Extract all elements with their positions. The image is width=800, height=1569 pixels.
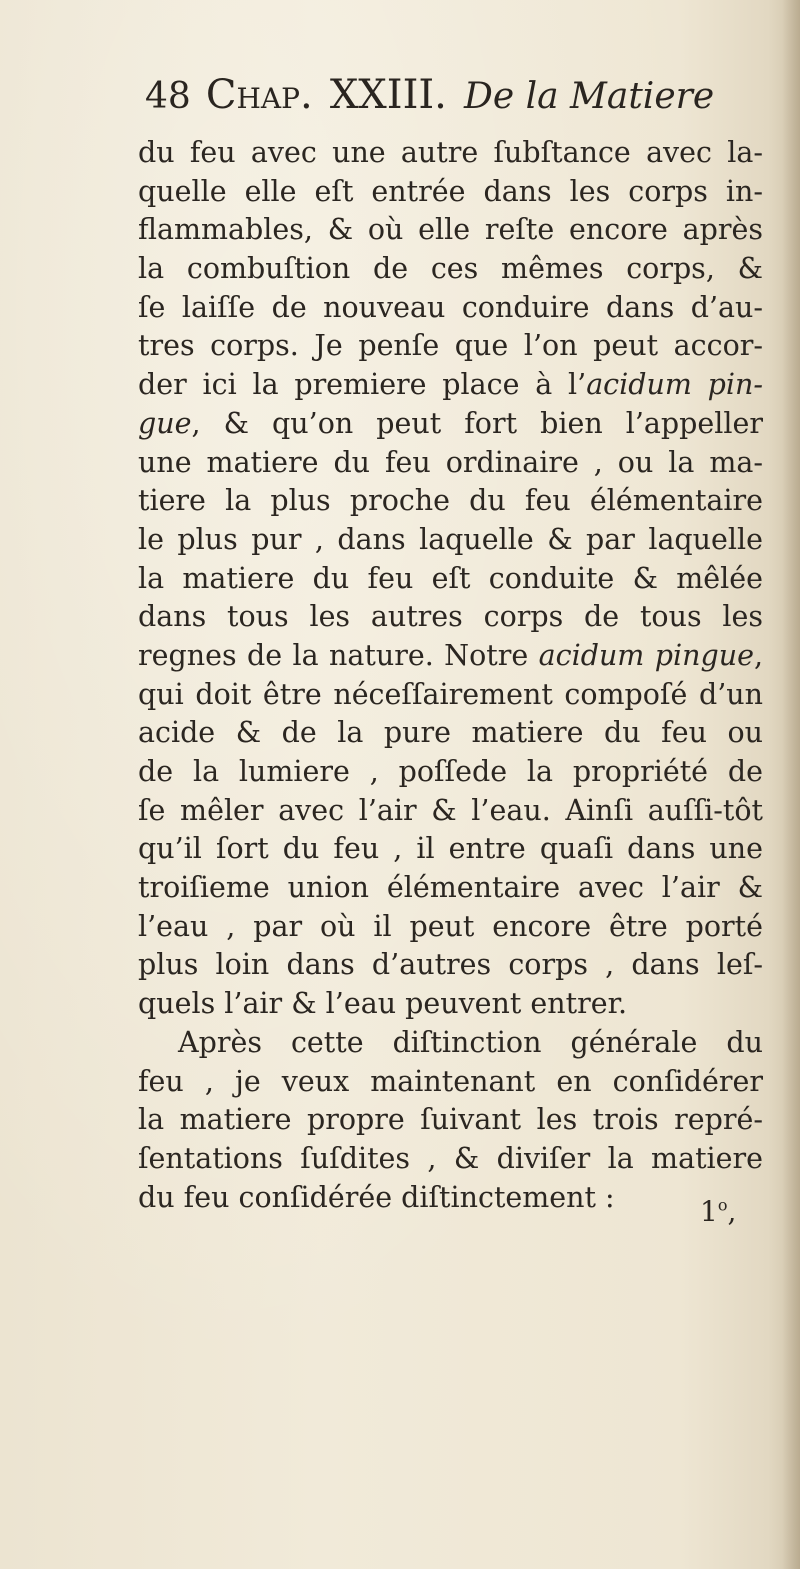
text-run: qui doit être néceſſairement compoſé d’un <box>138 677 763 711</box>
text-run: l’eau , par où il peut encore être porté <box>138 909 763 943</box>
text-line <box>138 792 763 831</box>
text-line <box>138 521 763 560</box>
text-run: du feu conſidérée diſtinctement : <box>138 1180 615 1214</box>
text-line <box>138 405 763 444</box>
italic-run: acidum pin- <box>586 368 763 402</box>
text-run: flammables, & où elle reſte encore après <box>138 213 763 247</box>
text-line <box>138 830 763 869</box>
text-run: tiere la plus proche du feu élémentaire <box>138 484 763 518</box>
text-line <box>138 366 763 405</box>
text-run: une matiere du feu ordinaire , ou la ma- <box>138 445 763 479</box>
text-run: qu’il ſort du feu , il entre quaſi dans une <box>138 832 763 866</box>
text-run: feu , je veux maintenant en conſidérer <box>138 1064 763 1098</box>
page-number: 48 <box>145 76 191 117</box>
text-run: , <box>753 638 763 672</box>
italic-run: gue <box>138 406 192 440</box>
page-edge-shadow <box>782 0 800 1569</box>
italic-run: acidum pingue <box>538 638 754 672</box>
text-run: du feu avec une autre ſubſtance avec la- <box>138 136 763 169</box>
catchword-punct: , <box>727 1195 737 1228</box>
text-line <box>138 714 763 753</box>
text-run: la matiere propre ſuivant les trois repré- <box>138 1103 763 1137</box>
catchword-number: 1 <box>700 1195 718 1228</box>
text-line <box>138 327 763 366</box>
catchword <box>700 1195 736 1228</box>
text-run: ſe laiſſe de nouveau conduire dans d’au- <box>138 290 763 324</box>
text-run: quelle elle eſt entrée dans les corps in- <box>138 174 763 208</box>
text-run: plus loin dans d’autres corps , dans leſ- <box>138 948 763 982</box>
chapter-number: XXIII. <box>329 72 447 118</box>
text-run: de la lumiere , poſſede la propriété de <box>138 755 763 788</box>
text-run: der ici la premiere place à l’ <box>138 368 587 402</box>
text-line <box>138 134 763 173</box>
text-line <box>138 1140 763 1179</box>
text-run: acide & de la pure matiere du feu ou <box>138 716 763 750</box>
text-line <box>138 211 763 250</box>
text-line <box>138 753 763 792</box>
text-line <box>138 676 763 715</box>
text-run: la matiere du feu eſt conduite & mêlée <box>138 561 763 595</box>
text-line <box>138 482 763 521</box>
text-line <box>138 173 763 212</box>
text-run: tres corps. Je penſe que l’on peut accor- <box>138 329 763 363</box>
text-run: la combuſtion de ces mêmes corps, & <box>138 252 763 286</box>
catchword-superscript: o <box>717 1195 728 1215</box>
text-run: ſentations ſuſdites , & diviſer la matiere <box>138 1141 763 1175</box>
chapter-title: De la Matiere <box>463 76 715 117</box>
running-header <box>145 72 765 132</box>
text-line <box>138 250 763 289</box>
text-run: ſe mêler avec l’air & l’eau. Ainſi auſſi-tôt <box>138 793 763 827</box>
text-run: quels l’air & l’eau peuvent entrer. <box>138 987 628 1021</box>
text-run: troiſieme union élémentaire avec l’air & <box>138 871 763 905</box>
text-line <box>138 946 763 985</box>
text-line <box>138 1024 763 1063</box>
text-line <box>138 444 763 483</box>
text-line <box>138 560 763 599</box>
text-line <box>138 598 763 637</box>
text-line <box>138 908 763 947</box>
text-line <box>138 869 763 908</box>
text-line <box>138 985 763 1024</box>
text-line <box>138 289 763 328</box>
text-run: regnes de la nature. Notre <box>138 638 539 672</box>
body-text <box>138 134 763 1217</box>
text-line <box>138 637 763 676</box>
text-run: , & qu’on peut fort bien l’appeller <box>191 406 763 440</box>
text-run: Après cette diſtinction générale du <box>178 1025 763 1059</box>
text-line <box>138 1179 763 1218</box>
text-run: le plus pur , dans laquelle & par laquelle <box>138 522 763 556</box>
text-line <box>138 1063 763 1102</box>
text-run: dans tous les autres corps de tous les <box>138 600 763 634</box>
text-line <box>138 1101 763 1140</box>
chapter-label: Chap. <box>205 72 313 118</box>
